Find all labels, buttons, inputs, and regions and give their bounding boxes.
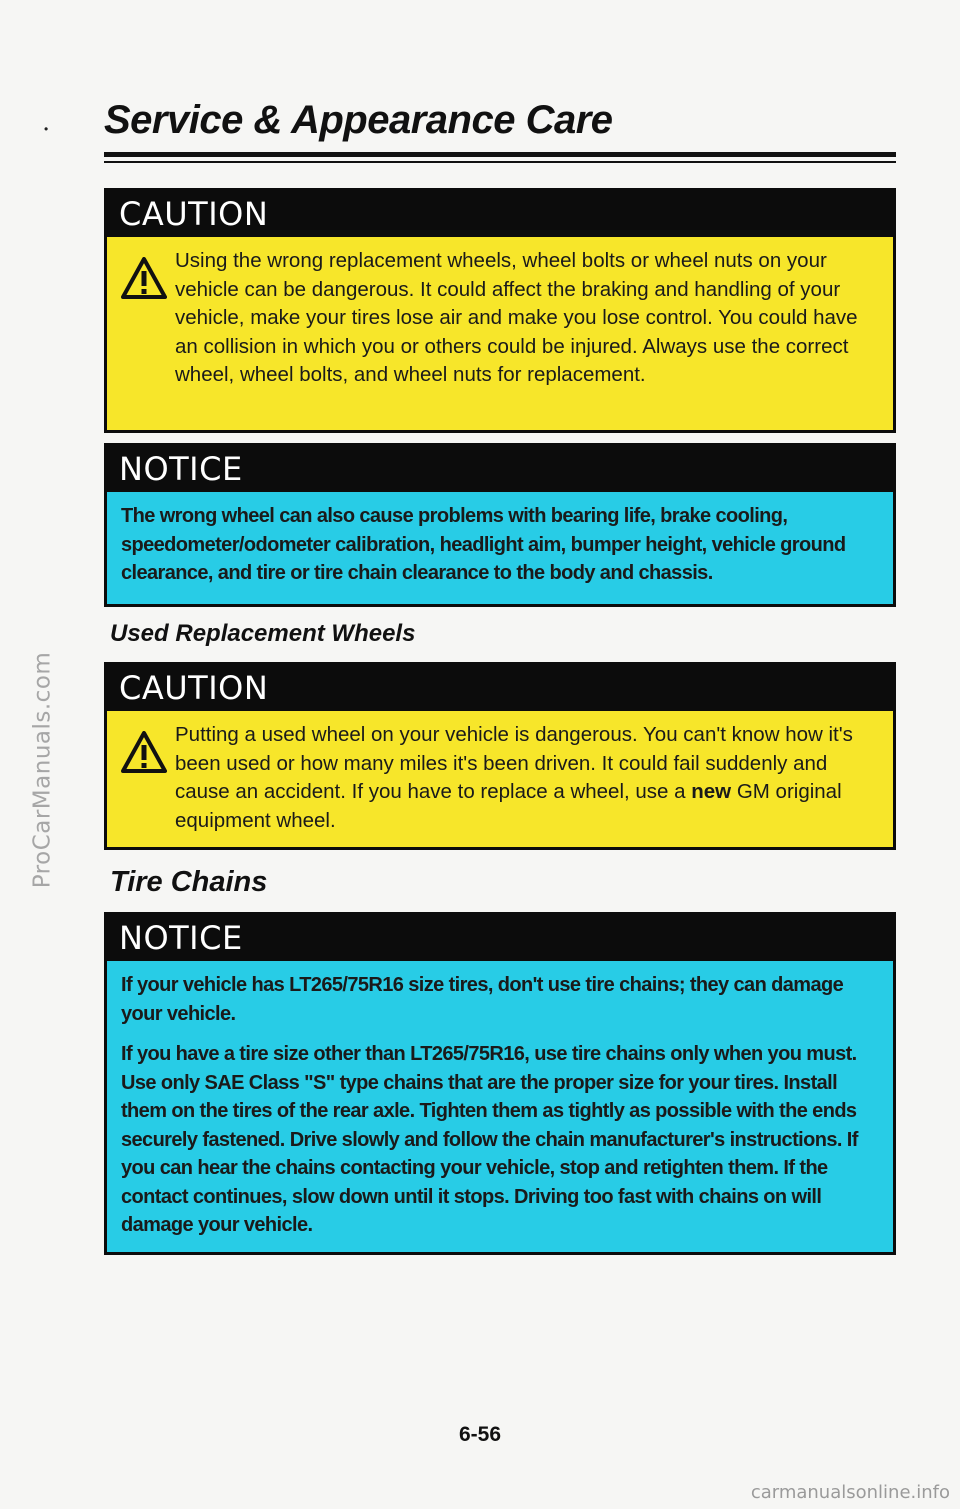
warning-triangle-icon [121, 257, 167, 299]
side-watermark [22, 620, 62, 920]
page-number: 6-56 [458, 1423, 502, 1446]
notice-text: The wrong wheel can also cause problems with bearing life, brake cooling, speedometer/odometer calibration, headlight aim, bumper height, vehicle ground clearance, and tire or tire chain clearance to the body and chassis. [121, 505, 846, 584]
caution-box-wheels [104, 188, 896, 433]
caution-heading: CAUTION [107, 665, 893, 711]
header-rule-thick [104, 152, 896, 157]
side-watermark-text: ProCarManuals.com [29, 651, 55, 889]
notice-box-wheels [104, 443, 896, 607]
warning-triangle-icon [121, 731, 167, 773]
section-heading-tire-chains: Tire Chains [110, 866, 268, 898]
footer-watermark: carmanualsonline.info [750, 1482, 950, 1503]
notice-body [107, 961, 893, 1252]
notice-body [107, 492, 893, 604]
notice-heading: NOTICE [107, 446, 893, 492]
caution-text-start: Putting a used wheel on your vehicle is dangerous. You can't know how it's been used or how many miles it's been driven. It could fail suddenly and cause an accident. If you have to replace a wheel, use a [175, 723, 853, 803]
caution-text [175, 721, 879, 835]
caution-body [107, 711, 893, 847]
caution-text-emphasis: new [691, 780, 732, 803]
caution-text-end: GM original equipment wheel. [175, 780, 842, 832]
caution-heading: CAUTION [107, 191, 893, 237]
notice-box-tire-chains [104, 912, 896, 1255]
section-heading-used-wheels: Used Replacement Wheels [110, 620, 416, 647]
notice-paragraph-1: If your vehicle has LT265/75R16 size tires, don't use tire chains; they can damage your vehicle. [121, 974, 844, 1025]
notice-heading: NOTICE [107, 915, 893, 961]
caution-body [107, 237, 893, 430]
caution-box-used-wheels [104, 662, 896, 850]
page-title: Service & Appearance Care [104, 98, 613, 142]
header-bullet: • [44, 122, 49, 136]
caution-text: Using the wrong replacement wheels, wheel bolts or wheel nuts on your vehicle can be dangerous. It could affect the braking and handling of your vehicle, make your tires lose air and make you lose control. You could have an collision in which you or others could be injured. Always use the correct wheel, wheel bolts, and wheel nuts for replacement. [175, 249, 858, 386]
header-rule-thin [104, 161, 896, 163]
notice-paragraph-2: If you have a tire size other than LT265/75R16, use tire chains only when you must. Use only SAE Class "S" type chains that are the proper size for your tires. Install them on the tires of the rear axle. Tighten them as tightly as possible with the ends securely fastened. Drive slowly and follow the chain manufacturer's instructions. If you can hear the chains contacting your vehicle, stop and retighten them. If the contact continues, slow down until it stops. Driving too fast with chains on will damage your vehicle. [121, 1043, 858, 1236]
